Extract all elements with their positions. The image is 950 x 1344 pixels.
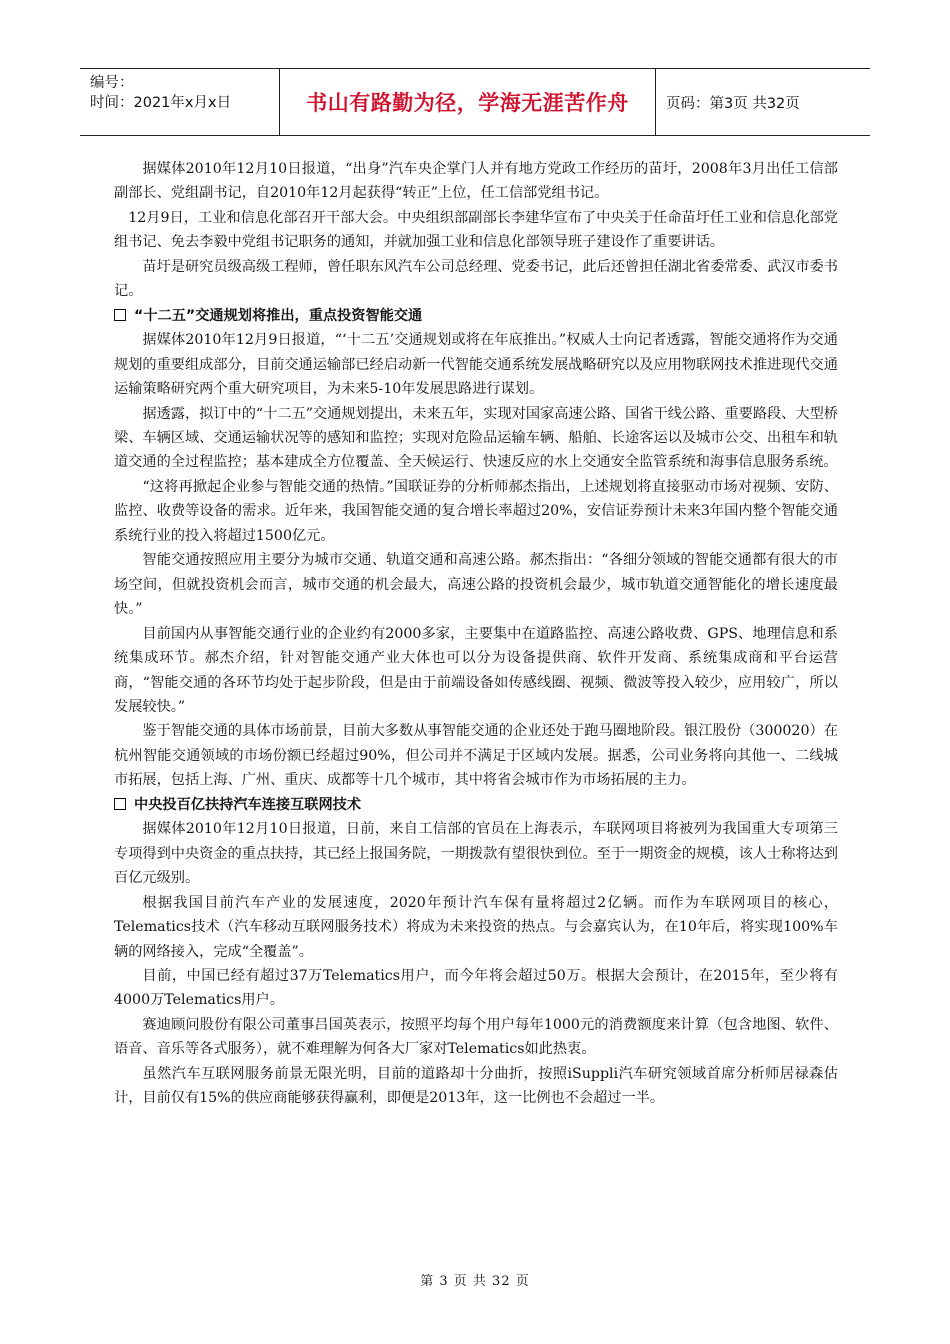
document-body [114, 157, 838, 1111]
paragraph: 赛迪顾问股份有限公司董事吕国英表示，按照平均每个用户每年1000元的消费额度来计算（包含地图、软件、语音、音乐等各式服务），就不难理解为何各大厂家对Telematics如此热衷。 [114, 1016, 838, 1058]
paragraph: 智能交通按照应用主要分为城市交通、轨道交通和高速公路。郝杰指出：“各细分领域的智能交通都有很大的市场空间，但就投资机会而言，城市交通的机会最大，高速公路的投资机会最少，城市轨道交通智能化的增长速度最快。” [114, 552, 838, 618]
paragraph: 虽然汽车互联网服务前景无限光明，目前的道路却十分曲折，按照iSuppli汽车研究领域首席分析师居禄森估计，目前仅有15%的供应商能够获得赢利，即便是2013年，这一比例也不会超过一半。 [114, 1065, 838, 1107]
paragraph: 据透露，拟订中的“十二五”交通规划提出，未来五年，实现对国家高速公路、国省干线公路、重要路段、大型桥梁、车辆区域、交通运输状况等的感知和监控；实现对危险品运输车辆、船舶、长途客运以及城市公交、出租车和轨道交通的全过程监控；基本建成全方位覆盖、全天候运行、快速反应的水上交通安全监管系统和海事信息服务系统。 [114, 405, 838, 471]
checkbox-square-icon [114, 309, 126, 321]
section-heading-text: “十二五”交通规划将推出，重点投资智能交通 [134, 307, 423, 324]
header-page-info: 页码：第3页 共32页 [666, 95, 800, 112]
paragraph: 据媒体2010年12月10日报道，日前，来自工信部的官员在上海表示，车联网项目将被列为我国重大专项第三专项得到中央资金的重点扶持，其已经上报国务院，一期拨款有望很快到位。至于一期资金的规模，该人士称将达到百亿元级别。 [114, 821, 838, 887]
page-footer: 第 3 页 共 32 页 [420, 1274, 530, 1289]
header-motto: 书山有路勤为径，学海无涯苦作舟 [280, 69, 656, 135]
section-heading-text: 中央投百亿扶持汽车连接互联网技术 [134, 796, 362, 813]
page-header [80, 68, 870, 136]
paragraph: “这将再掀起企业参与智能交通的热情。”国联证券的分析师郝杰指出，上述规划将直接驱动市场对视频、安防、监控、收费等设备的需求。近年来，我国智能交通的复合增长率超过20%，安信证券预计未来3年国内整个智能交通系统行业的投入将超过1500亿元。 [114, 478, 838, 544]
section-heading [114, 793, 838, 817]
header-date: 时间：2021年x月x日 [90, 95, 232, 111]
paragraph: 鉴于智能交通的具体市场前景，目前大多数从事智能交通的企业还处于跑马圈地阶段。银江股份（300020）在杭州智能交通领域的市场份额已经超过90%，但公司并不满足于区域内发展。据悉，公司业务将向其他一、二线城市拓展，包括上海、广州、重庆、成都等十几个城市，其中将省会城市作为市场拓展的主力。 [114, 723, 838, 789]
paragraph: 12月9日，工业和信息化部召开干部大会。中央组织部副部长李建华宣布了中央关于任命苗圩任工业和信息化部党组书记、免去李毅中党组书记职务的通知，并就加强工业和信息化部领导班子建设作了重要讲话。 [114, 209, 838, 251]
header-meta [80, 69, 280, 135]
paragraph: 据媒体2010年12月9日报道，“‘十二五’交通规划或将在年底推出。”权威人士向记者透露，智能交通将作为交通规划的重要组成部分，目前交通运输部已经启动新一代智能交通系统发展战略研究以及应用物联网技术推进现代交通运输策略研究两个重大研究项目，为未来5-10年发展思路进行谋划。 [114, 332, 838, 398]
paragraph: 根据我国目前汽车产业的发展速度，2020年预计汽车保有量将超过2亿辆。而作为车联网项目的核心，Telematics技术（汽车移动互联网服务技术）将成为未来投资的热点。与会嘉宾认为，在10年后，将实现100%车辆的网络接入，完成“全覆盖”。 [114, 894, 838, 960]
checkbox-square-icon [114, 798, 126, 810]
section-heading [114, 304, 838, 328]
paragraph: 苗圩是研究员级高级工程师，曾任职东风汽车公司总经理、党委书记，此后还曾担任湖北省委常委、武汉市委书记。 [114, 258, 838, 300]
paragraph: 目前，中国已经有超过37万Telematics用户，而今年将会超过50万。根据大会预计，在2015年，至少将有4000万Telematics用户。 [114, 967, 838, 1009]
paragraph: 目前国内从事智能交通行业的企业约有2000多家，主要集中在道路监控、高速公路收费、GPS、地理信息和系统集成环节。郝杰介绍，针对智能交通产业大体也可以分为设备提供商、软件开发商、系统集成商和平台运营商，“智能交通的各环节均处于起步阶段，但是由于前端设备如传感线圈、视频、微波等投入较少，应用较广，所以发展较快。” [114, 625, 838, 715]
header-number: 编号： [90, 75, 134, 91]
paragraph: 据媒体2010年12月10日报道，“出身”汽车央企掌门人并有地方党政工作经历的苗圩，2008年3月出任工信部副部长、党组副书记，自2010年12月起获得“转正”上位，任工信部党组书记。 [114, 161, 838, 202]
